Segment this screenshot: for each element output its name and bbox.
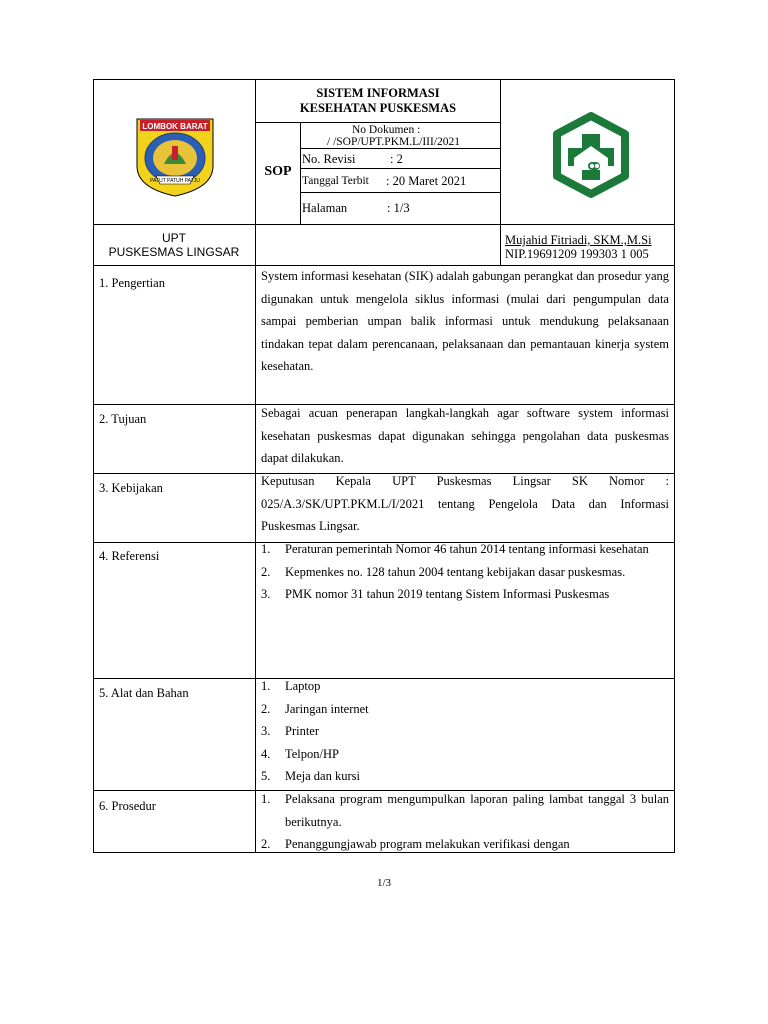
revision-label: No. Revisi (302, 152, 356, 166)
lombok-barat-logo (134, 116, 216, 198)
logo-text-bottom: PATUT PATUH PATJU (150, 178, 200, 184)
list-item: 3. Printer (261, 724, 320, 738)
list-item: 3. PMK nomor 31 tahun 2019 tentang Sistem Informasi Puskesmas (261, 587, 610, 601)
grid-line (300, 168, 501, 169)
list-item: 1. Laptop (261, 679, 321, 693)
section-label-prosedur: 6. Prosedur (99, 799, 156, 813)
doc-number-label: No Dokumen : (352, 124, 421, 136)
list-referensi (261, 538, 669, 606)
title-line-1: SISTEM INFORMASI (316, 86, 440, 100)
puskesmas-logo (551, 112, 631, 198)
sop-label: SOP (264, 164, 292, 179)
grid-line (93, 224, 675, 225)
grid-line (300, 122, 301, 224)
section-text-pengertian: System informasi kesehatan (SIK) adalah gabungan perangkat dan prosedur yang digunakan untuk mengelola siklus informasi (mulai dari pengumpulan data sampai pemberian umpan balik informasi untuk mendukung pelaksanaan tindakan tepat dalam perencanaan, pelaksanaan dan pemantauan kinerja system kesehatan. (261, 269, 669, 373)
section-label-referensi: 4. Referensi (99, 549, 160, 563)
list-item: 1. Peraturan pemerintah Nomor 46 tahun 2014 tentang informasi kesehatan (261, 542, 649, 556)
revision-value: : 2 (390, 152, 403, 166)
section-label-alat: 5. Alat dan Bahan (99, 686, 189, 700)
list-item: 2. Jaringan internet (261, 701, 369, 716)
page-value: : 1/3 (387, 201, 410, 215)
org-line-2: PUSKESMAS LINGSAR (108, 245, 240, 259)
section-label-tujuan: 2. Tujuan (99, 412, 147, 426)
document-title (256, 86, 500, 116)
list-alat (261, 675, 669, 788)
page-number: 1/3 (376, 877, 392, 889)
org-line-1: UPT (162, 231, 186, 245)
list-prosedur (261, 788, 669, 856)
grid-line (500, 79, 501, 265)
doc-number-value: / /SOP/UPT.PKM.L/III/2021 (327, 136, 461, 148)
page-label: Halaman (302, 201, 348, 215)
logo-text-top: LOMBOK BARAT (142, 122, 208, 131)
title-line-2: KESEHATAN PUSKESMAS (299, 101, 457, 115)
grid-line (300, 192, 501, 193)
list-item: 2. Penanggungjawab program melakukan verifikasi dengan (261, 837, 570, 851)
issue-date-label: Tanggal Terbit (302, 175, 369, 187)
list-item: 5. Meja dan kursi (261, 769, 360, 783)
signer-nip: NIP.19691209 199303 1 005 (505, 247, 649, 261)
issue-date-value: : 20 Maret 2021 (386, 174, 467, 188)
list-item: 4. Telpon/HP (261, 746, 339, 761)
list-item: 2. Kepmenkes no. 128 tahun 2004 tentang kebijakan dasar puskesmas. (261, 564, 626, 579)
grid-line (255, 542, 256, 853)
section-label-kebijakan: 3. Kebijakan (99, 481, 163, 495)
section-text-tujuan: Sebagai acuan penerapan langkah-langkah agar software system informasi kesehatan puskesmas dapat digunakan sehingga pengolahan data puskesmas dapat dilakukan. (261, 406, 669, 465)
section-label-pengertian: 1. Pengertian (99, 276, 165, 290)
signer-name: Mujahid Fitriadi, SKM.,M.Si (505, 233, 652, 247)
section-text-kebijakan: Keputusan Kepala UPT Puskesmas Lingsar SK Nomor : 025/A.3/SK/UPT.PKM.L/I/2021 tentang Pengelola Data dan Informasi Puskesmas Lingsar. (261, 474, 669, 533)
list-item: 1. Pelaksana program mengumpulkan laporan paling lambat tanggal 3 bulan berikutnya. (261, 792, 669, 829)
